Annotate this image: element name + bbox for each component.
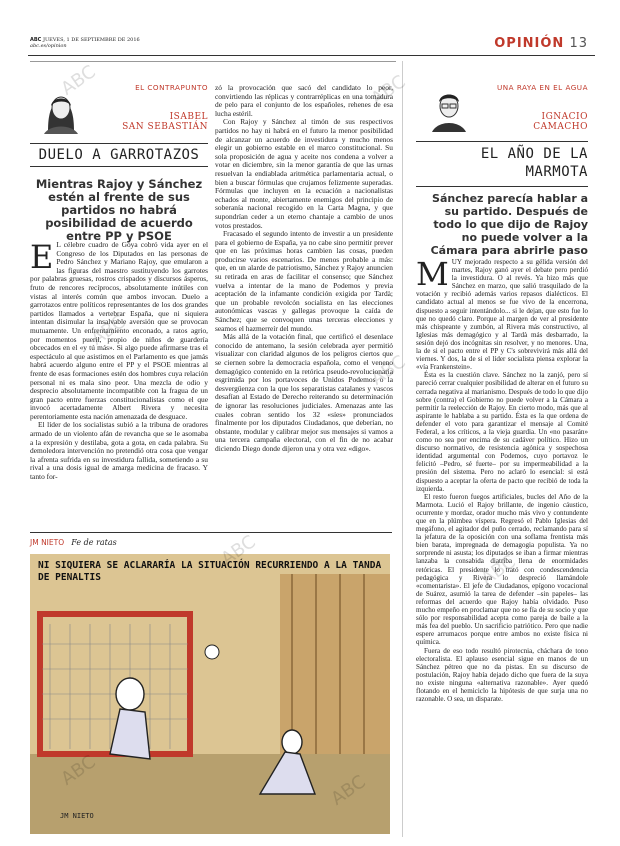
section-title: OPINIÓN (494, 36, 565, 51)
paragraph: Con Rajoy y Sánchez al timón de sus respectivos partidos no hay ni habrá en el futuro la menor posibilidad de alcanzar un acuerdo de investidura y mucho menos elegir un gobierno estable en el marco constitucional. Su sola proposición de agua y aceite nos condena a volver a votar en diciembre, sin la menor garantía de que las urnas resuelvan la endiablada aritmética parlamentaria actual, o bien a buscar fórmulas que crujamos felizmente superadas. Fórmulas que incluyen en la ecuación a nacionalistas echados al monte, abiertamente enemigos del principio de soberanía nacional recogido en la Carta Magna, y que supondrían ceder a un eterno chantaje a cambio de unos votos prestados. (215, 117, 393, 230)
author-first: ISABEL (169, 112, 208, 122)
masthead-left (30, 37, 140, 49)
author-first: IGNACIO (541, 112, 588, 122)
paragraph: zó la provocación que sacó del candidato lo peor, convirtiendo las réplicas y contrarréplicas en una tomadura de pelo para el conjunto de los españoles, rehenes de esa lucha estéril. (215, 84, 393, 118)
article-body-col2 (215, 84, 393, 541)
section-header (494, 36, 588, 51)
headline (416, 145, 588, 181)
divider (30, 166, 208, 167)
article-body (416, 258, 588, 840)
author-last: SAN SEBASTIÁN (122, 122, 208, 132)
article-body-col1 (30, 241, 208, 541)
paragraph: Ésta es la cuestión clave. Sánchez no la zanjó, pero sí pareció cerrar cualquier posibilidad de alterar en el futuro su cerrada negativa al marianismo. Después de todo lo que dijo sobre (contra) el Gobierno no puede volver a la Cámara a permitir la reelección de Rajoy. En cierto modo, más que al aspirante le hablaba a su partido. Ésta es la que ordena de defender el voto para garantizar el mensaje al Comité Federal, a los críticos, a la vieja guardia. Un «no pasarán» como no sea por encima de su cadáver político. Hizo un discurso normativo, de resistencia agónica y sospechosa identidad argumental con Podemos, cuyo portavoz le felicitó –Pedro, sé fuerte– por su impermeabilidad a la presión del sistema. Pero no aclaró lo esencial: si está dispuesto a aceptar la oferta de pacto que recibió de toda la izquierda. (416, 371, 588, 493)
author-last: CAMACHO (533, 122, 588, 132)
watermark: ABC (217, 531, 260, 570)
author-portrait (40, 86, 82, 134)
paragraph: Fuera de eso todo resultó pirotecnia, cháchara de tono electoralista. El aplauso esencial sigue en manos de un Sánchez pétreo que no da pistas. En su discurso de postulación, Rajoy había dejado dicho que fuera de la suya no existe ninguna «alternativa razonable». Ayer quedó flotando en el hemiciclo la hipótesis de que surja una no razonable. O sea, un disparate. (416, 646, 588, 704)
standfirst: Sánchez parecía hablar a su partido. Después de todo lo que dijo de Rajoy no puede volver a la Cámara para abrirle paso (430, 192, 588, 257)
brand: ABC (30, 37, 42, 43)
dropcap: M (416, 258, 449, 293)
watermark: ABC (367, 71, 410, 110)
paragraph: UY mejorado respecto a su gélida versión del martes, Rajoy ganó ayer el debate pero perdió la investidura. O al revés. Ya hizo más que Sánchez en marzo, que salió trasquilado de la votación y recibió además varios repasos dialécticos. El candidato actual al menos se fue vivo de la encerrona, dispuesto a seguir intentándolo... si le dejan, que esto fue lo que no quedó claro. Porque al margen de ver al presidente más chispeante y zumbón, al Rivera más constructivo, al Iglesias más demagógico y al Tardà más desbarrado, la sesión dejó dos incógnitas sin resolver, y no menores. Una, la de si el pacto entre el PP y C's sobrevivirá más allá del viernes. Y dos, la de si el líder socialista piensa explorar la «vía Frankenstein». (416, 258, 588, 372)
paragraph: L célebre cuadro de Goya cobró vida ayer en el Congreso de los Diputados en las personas de Pedro Sánchez y Mariano Rajoy, que emularon a las figuras del maestro sustituyendo los garrotes por palabras gruesas, rostros crispados y discursos ásperos, fruto de rencores recíprocos, absolutamente inútiles con vistas al interés común que ambos invocan. Duelo a garrotazos entre políticos representantes de los dos grandes partidos llamados a vertebrar España, que ni siquiera intentan disimular la insalvable aversión que se provocan mutuamente. Un enfrentamiento enconado, a ratos agrio, por momentos pueril, propio de niños de guardería obcecados en el «y tú más». Si algo puede afirmarse tras el espectáculo al que asistimos en el Parlamento es que jamás habrá acuerdo alguno entre el PP y el PSOE mientras al frente de esas formaciones estén dos hombres cuya relación personal ni es mala sino peor. Una mezcla de odio y desprecio absolutamente incompatible con la fragua de un gran pacto entre fuerzas constitucionalistas como el que invocó acertadamente Albert Rivera y necesita perentoriamente esta nación amenazada de desguace. (30, 241, 208, 421)
author-portrait (430, 88, 468, 132)
divider (30, 143, 208, 144)
date: JUEVES, 1 DE SEPTIEMBRE DE 2016 (42, 37, 140, 43)
cartoon-title: Fe de ratas (71, 538, 117, 547)
site-url[interactable]: abc.es/opinion (30, 43, 67, 49)
dropcap: E (30, 241, 54, 276)
cartoon-signature: JM NIETO (60, 812, 94, 820)
page-number: 13 (569, 36, 588, 51)
paragraph: Más allá de la votación final, que certificó el desenlace conocido de antemano, la sesión celebrada ayer permitió visualizar con claridad algunos de los peligros ciertos que se ciernen sobre la democracia española, como el veneno demagógico contenido en la retórica pseudo-revolucionaria esgrimida por los portavoces de Unidos Podemos o la desvergüenza con la que los separatistas catalanes y vascos desafían al Estado de Derecho reiterando su determinación de ignorar las resoluciones judiciales. Amenazas ante las cuales cobran sentido los 32 «síes» pronunciados finalmente por los diputados Ciudadanos, que deberían, no obstante, modular y calibrar mejor sus mensajes si vamos a una tercera campaña electoral, con el fin de no acabar diciendo Diego donde dijeron una y otra vez «digo». (215, 332, 393, 453)
watermark: ABC (57, 61, 100, 100)
author-byline (120, 112, 208, 132)
divider (30, 61, 396, 62)
section-label: EL CONTRAPUNTO (135, 83, 208, 92)
standfirst: Mientras Rajoy y Sánchez estén al frente de sus partidos no habrá posibilidad de acuerdo entre PP y PSOE (35, 177, 203, 243)
divider (30, 532, 392, 533)
headline-line: MARMOTA (525, 164, 588, 180)
paragraph: Fracasado el segundo intento de investir a un presidente para el gobierno de España, ya no cabe sino permitir prever que en las próximas horas cambien las cosas, pueden producirse varios escenarios. De menos probable a más: que, en un alarde de patriotismo, Sánchez y Rajoy anuncien su retirada en aras de facilitar el consenso; que Sánchez vuelva a intentar de la mano de Podemos y previa aceptación de la infamante condición exigida por Tardà; que un probable revolcón socialista en las elecciones autonómicas vascas y gallegas provoque la caída de Sánchez; que se convoquen unas terceras elecciones y seamos el hazmerreír del mundo. (215, 229, 393, 333)
watermark: ABC (87, 311, 130, 350)
divider (416, 186, 588, 187)
paragraph: El líder de los socialistas subió a la tribuna de oradores armado de un violento afán de revancha que se le asomaba a la expresión y destilaba, gota a gota, en cada palabra. Su demoledora intervención no pretendió otra cosa que vengar la afrenta sufrida en su investidura fallida, sometiendo a su rival a una dosis igual de amarga medicina de fracaso. Y tanto for- (30, 420, 208, 482)
divider (416, 141, 588, 142)
watermark: ABC (367, 351, 410, 390)
watermark: ABC (477, 551, 520, 590)
section-label: UNA RAYA EN EL AGUA (496, 83, 588, 92)
headline-line: EL AÑO DE LA (480, 146, 588, 162)
cartoon-author: JM NIETO (30, 538, 65, 547)
cartoon-speech: NI SIQUIERA SE ACLARARÍA LA SITUACIÓN RECURRIENDO A LA TANDA DE PENALTIS (38, 560, 382, 583)
cartoon-header (30, 538, 117, 547)
headline: DUELO A GARROTAZOS (38, 147, 200, 163)
author-byline (480, 112, 588, 132)
column-divider (402, 61, 403, 837)
cartoon-illustration (30, 554, 390, 834)
paragraph: El resto fueron fuegos artificiales, bucles del Año de la Marmota. Lució el Rajoy brillante, de ingenio cáustico, ocurrente y mordaz, orador mucho más vivo y contundente que en la plúmbea víspera. Regresó el Pablo Iglesias del megáfono, el agitador del puño cerrado, reclamando para sí la jefatura de la oposición con una soflama frentista más bien barata, impregnada de demagogia populista. Ya no sorprende ni asusta; los diputados se iban a firmar mientras lanzaba la consabida diatriba llena de enormidades retóricas. El presidente lo trató con condescendencia pedagógica y Rivera lo despreció llamándole «comentarista». El jefe de Ciudadanos, epígono vocacional de Suárez, asumió la tarea de defender –sin papeles– las reformas del acuerdo que Rajoy había olvidado. Puso mucho empeño en proclamar que no se fía de su socio y que sólo por responsabilidad acepta como pareja de baile a la más fea del pueblo. Un sacrificio patriótico. Pero que nadie espere arrumacos porque entre ambos no existe física ni química. (416, 492, 588, 647)
